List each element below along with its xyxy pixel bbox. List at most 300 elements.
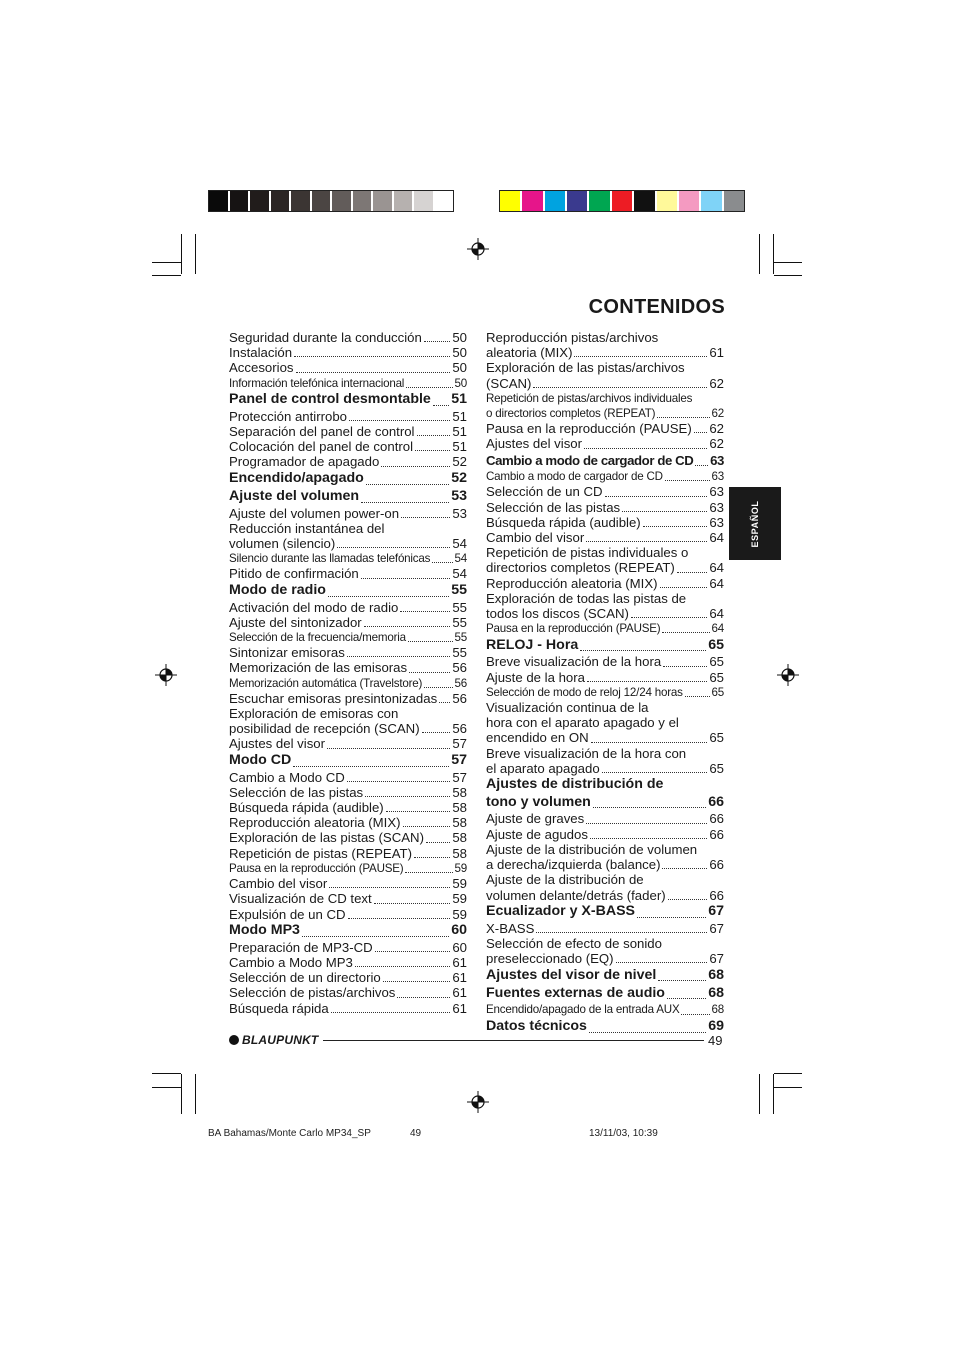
- toc-page-number: 64: [709, 560, 724, 576]
- toc-page-number: 69: [708, 1018, 724, 1035]
- toc-leader-dots: [366, 484, 449, 485]
- toc-entry-title: Ajuste de la hora: [486, 669, 585, 685]
- toc-entry: [486, 436, 724, 451]
- toc-entry: [229, 770, 467, 785]
- color-swatch: [724, 191, 744, 211]
- toc-page-number: 54: [452, 566, 467, 582]
- toc-page-number: 57: [451, 752, 467, 769]
- color-swatch: [332, 191, 353, 211]
- toc-entry: [229, 970, 467, 985]
- toc-leader-dots: [660, 587, 708, 588]
- toc-entry-title: Ajustes del visor de nivel: [486, 966, 657, 983]
- toc-section-heading: [486, 1018, 724, 1036]
- toc-entry-title: Exploración de las pistas (SCAN): [229, 830, 424, 846]
- registration-mark-icon: [777, 664, 799, 686]
- page-number: 49: [708, 1033, 723, 1048]
- toc-entry-line: Exploración de emisoras con: [229, 706, 399, 722]
- toc-page-number: 65: [709, 760, 724, 776]
- toc-entry-line: Ajuste de la distribución de volumen: [486, 841, 698, 857]
- toc-entry-title: Ajuste del volumen power-on: [229, 505, 400, 521]
- toc-leader-dots: [637, 917, 706, 918]
- toc-page-number: 55: [451, 582, 467, 599]
- toc-entry-title: Selección de las pistas: [486, 499, 621, 515]
- toc-right-column: [486, 330, 724, 1036]
- toc-entry: [229, 800, 467, 815]
- toc-entry-title: Activación del modo de radio: [229, 599, 399, 615]
- color-swatch: [589, 191, 611, 211]
- toc-entry-title: Modo CD: [229, 752, 292, 769]
- toc-page-number: 62: [711, 407, 724, 421]
- crop-mark: [759, 234, 760, 274]
- color-swatch: [373, 191, 394, 211]
- toc-page-number: 67: [708, 903, 724, 920]
- color-swatch: [567, 191, 589, 211]
- toc-entry: [229, 955, 467, 970]
- toc-entry-title: Modo MP3: [229, 922, 300, 939]
- language-tab: [729, 487, 781, 560]
- toc-page-number: 55: [452, 599, 467, 615]
- toc-entry-title: Seguridad durante la conducción: [229, 330, 422, 345]
- toc-entry-line: Exploración de las pistas/archivos: [486, 360, 685, 376]
- toc-leader-dots: [424, 341, 451, 342]
- toc-leader-dots: [361, 502, 449, 503]
- toc-leader-dots: [364, 626, 451, 627]
- toc-entry-title: aleatoria (MIX): [486, 345, 573, 361]
- toc-entry-title: Ajuste del sintonizador: [229, 614, 362, 630]
- color-swatch: [701, 191, 723, 211]
- footer-rule: [323, 1040, 704, 1041]
- toc-leader-dots: [593, 807, 706, 808]
- toc-leader-dots: [386, 811, 451, 812]
- toc-leader-dots: [586, 541, 707, 542]
- toc-entry-title: Ajustes del visor: [229, 736, 326, 752]
- toc-entry-title: Ajustes del visor: [486, 436, 583, 452]
- toc-leader-dots: [294, 356, 450, 357]
- toc-entry-title: Pausa en la reproducción (PAUSE): [486, 421, 692, 437]
- toc-entry: [229, 345, 467, 360]
- toc-page-number: 50: [452, 330, 467, 345]
- toc-entry: [229, 409, 467, 424]
- toc-page-number: 63: [709, 499, 724, 515]
- toc-entry: [229, 861, 467, 876]
- toc-entry: [229, 907, 467, 922]
- toc-entry-title: Cambio a modo de cargador de CD: [486, 452, 694, 468]
- toc-entry-title: Memorización automática (Travelstore): [229, 676, 423, 690]
- toc-page-number: 50: [454, 376, 467, 390]
- toc-entry: [229, 846, 467, 861]
- toc-entry: [486, 685, 724, 700]
- toc-leader-dots: [580, 650, 706, 651]
- crop-mark: [774, 275, 802, 276]
- toc-leader-dots: [432, 562, 452, 563]
- toc-entry-title: todos los discos (SCAN): [486, 605, 629, 621]
- toc-leader-dots: [694, 432, 708, 433]
- color-swatch: [353, 191, 374, 211]
- toc-leader-dots: [403, 826, 451, 827]
- toc-page-number: 63: [709, 484, 724, 500]
- toc-leader-dots: [331, 1012, 451, 1013]
- toc-leader-dots: [347, 781, 451, 782]
- toc-entry-title: Breve visualización de la hora: [486, 654, 662, 670]
- toc-entry-title: volumen (silencio): [229, 536, 336, 552]
- toc-entry-title: volumen delante/detrás (fader): [486, 887, 666, 903]
- toc-entry: [229, 600, 467, 615]
- toc-entry: [229, 645, 467, 660]
- toc-section-heading: [229, 582, 467, 600]
- crop-mark: [152, 275, 181, 276]
- toc-section-heading: [486, 637, 724, 655]
- toc-entry: [486, 1002, 724, 1017]
- toc-page-number: 53: [452, 505, 467, 521]
- toc-page-number: 61: [709, 345, 724, 361]
- toc-section-heading: [229, 488, 467, 506]
- toc-page-number: 51: [451, 391, 467, 408]
- toc-leader-dots: [536, 932, 707, 933]
- color-swatch: [230, 191, 251, 211]
- toc-entry: [486, 530, 724, 545]
- color-swatch: [271, 191, 292, 211]
- color-swatch: [545, 191, 567, 211]
- toc-page-number: 66: [709, 857, 724, 873]
- toc-leader-dots: [302, 936, 449, 937]
- toc-leader-dots: [400, 611, 450, 612]
- toc-leader-dots: [329, 887, 450, 888]
- toc-page-number: 64: [709, 575, 724, 591]
- toc-leader-dots: [293, 766, 449, 767]
- color-swatch: [312, 191, 333, 211]
- toc-leader-dots: [355, 966, 450, 967]
- toc-entry: [229, 785, 467, 800]
- toc-leader-dots: [433, 405, 449, 406]
- toc-leader-dots: [587, 681, 707, 682]
- crop-mark: [152, 1073, 181, 1074]
- toc-entry-title: RELOJ - Hora: [486, 636, 579, 653]
- toc-entry: [229, 566, 467, 581]
- color-swatch: [394, 191, 415, 211]
- toc-page-number: 66: [709, 826, 724, 842]
- crop-mark: [181, 1074, 182, 1114]
- toc-page-number: 60: [452, 939, 467, 955]
- toc-leader-dots: [584, 448, 707, 449]
- toc-entry-title: Accesorios: [229, 360, 294, 376]
- toc-entry: [229, 536, 467, 551]
- toc-entry: [486, 670, 724, 685]
- toc-entry: [229, 615, 467, 630]
- toc-entry-line: Repetición de pistas individuales o: [486, 545, 689, 561]
- color-swatch: [522, 191, 544, 211]
- toc-leader-dots: [296, 372, 451, 373]
- toc-entry-line: Ajustes de distribución de: [486, 775, 664, 792]
- toc-page-number: 66: [709, 811, 724, 827]
- toc-entry-line: Selección de efecto de sonido: [486, 935, 662, 951]
- toc-page-number: 56: [454, 676, 467, 690]
- toc-entry: [229, 985, 467, 1000]
- toc-entry-title: Pausa en la reproducción (PAUSE): [486, 622, 661, 636]
- toc-entry-title: Cambio a Modo MP3: [229, 954, 353, 970]
- toc-entry-title: Cambio del visor: [229, 876, 328, 892]
- toc-leader-dots: [397, 997, 450, 998]
- toc-entry: [486, 654, 724, 669]
- toc-section-heading: [486, 794, 724, 812]
- toc-leader-dots: [337, 547, 450, 548]
- toc-leader-dots: [662, 868, 707, 869]
- toc-page-number: 58: [452, 845, 467, 861]
- toc-entry-title: directorios completos (REPEAT): [486, 560, 675, 576]
- toc-entry-title: Memorización de las emisoras: [229, 660, 408, 676]
- brand-name: BLAUPUNKT: [242, 1033, 319, 1047]
- brand-dot-icon: [229, 1035, 239, 1045]
- toc-page-number: 64: [711, 622, 724, 636]
- toc-leader-dots: [424, 687, 452, 688]
- toc-entry-title: Visualización de CD text: [229, 891, 372, 907]
- toc-page-number: 65: [709, 669, 724, 685]
- crop-mark: [181, 234, 182, 274]
- toc-leader-dots: [381, 466, 450, 467]
- toc-page-number: 60: [451, 922, 467, 939]
- crop-mark: [773, 234, 774, 274]
- toc-entry-title: Cambio a Modo CD: [229, 769, 345, 785]
- toc-page-number: 68: [708, 984, 724, 1001]
- crop-mark: [774, 1087, 802, 1088]
- crop-mark: [152, 1087, 181, 1088]
- toc-leader-dots: [668, 899, 708, 900]
- toc-page-number: 56: [452, 690, 467, 706]
- toc-entry: [229, 891, 467, 906]
- toc-leader-dots: [677, 572, 707, 573]
- toc-leader-dots: [589, 1032, 706, 1033]
- toc-entry: [229, 830, 467, 845]
- toc-leader-dots: [365, 796, 450, 797]
- toc-entry: [229, 630, 467, 645]
- toc-entry-line: Reducción instantánea del: [229, 520, 385, 536]
- color-swatch: [612, 191, 634, 211]
- brand-logo: [229, 1033, 318, 1047]
- toc-page-number: 58: [452, 800, 467, 816]
- toc-entry: [486, 857, 724, 872]
- toc-page-number: 59: [452, 906, 467, 922]
- toc-entry-title: Expulsión de un CD: [229, 906, 346, 922]
- color-swatch: [250, 191, 271, 211]
- toc-leader-dots: [602, 772, 708, 773]
- toc-leader-dots: [348, 918, 451, 919]
- color-swatch: [414, 191, 435, 211]
- toc-leader-dots: [574, 356, 707, 357]
- toc-entry-title: Colocación del panel de control: [229, 439, 414, 455]
- toc-entry: [229, 676, 467, 691]
- toc-entry-title: Modo de radio: [229, 582, 326, 599]
- toc-section-heading: [229, 391, 467, 409]
- toc-leader-dots: [533, 387, 707, 388]
- toc-page-number: 61: [452, 1000, 467, 1016]
- toc-left-column: [229, 330, 467, 1016]
- toc-entry: [486, 921, 724, 936]
- toc-section-heading: [229, 470, 467, 488]
- toc-entry: [486, 421, 724, 436]
- toc-page-number: 64: [709, 605, 724, 621]
- toc-entry-title: Selección de modo de reloj 12/24 horas: [486, 685, 683, 699]
- toc-entry-line: hora con el aparato apagado y el: [486, 715, 679, 731]
- toc-page-number: 62: [709, 436, 724, 452]
- toc-entry-title: Instalación: [229, 345, 293, 361]
- toc-entry-line: Repetición de pistas/archivos individuales: [486, 391, 693, 405]
- toc-entry: [229, 691, 467, 706]
- toc-page-number: 62: [709, 375, 724, 391]
- toc-page-number: 65: [711, 685, 724, 699]
- toc-entry-title: Selección de la frecuencia/memoria: [229, 631, 406, 645]
- print-meta-page: 49: [410, 1128, 422, 1139]
- toc-entry-title: (SCAN): [486, 375, 532, 391]
- toc-entry-title: Ajuste de graves: [486, 811, 585, 827]
- toc-page-number: 66: [708, 793, 724, 810]
- toc-entry: [229, 815, 467, 830]
- color-swatch: [209, 191, 230, 211]
- toc-entry-title: Información telefónica internacional: [229, 376, 405, 390]
- toc-entry-title: a derecha/izquierda (balance): [486, 857, 661, 873]
- toc-entry-title: Selección de un directorio: [229, 970, 381, 986]
- toc-leader-dots: [439, 702, 450, 703]
- toc-entry-title: Búsqueda rápida (audible): [486, 514, 641, 530]
- toc-page-number: 59: [452, 876, 467, 892]
- toc-page-number: 61: [452, 954, 467, 970]
- registration-mark-icon: [155, 664, 177, 686]
- gray-calibration-bar: [208, 190, 454, 212]
- toc-entry-title: Pausa en la reproducción (PAUSE): [229, 861, 404, 875]
- toc-entry-line: Visualización continua de la: [486, 699, 649, 715]
- toc-section-heading: [486, 452, 724, 470]
- toc-entry: [229, 876, 467, 891]
- toc-entry: [486, 730, 724, 745]
- toc-entry: [229, 551, 467, 566]
- toc-entry: [486, 621, 724, 636]
- toc-leader-dots: [405, 872, 452, 873]
- toc-entry: [486, 515, 724, 530]
- toc-entry-line: Ajuste de la distribución de: [486, 872, 644, 888]
- toc-entry-title: el aparato apagado: [486, 760, 600, 776]
- toc-leader-dots: [658, 980, 706, 981]
- toc-entry-title: posibilidad de recepción (SCAN): [229, 721, 420, 737]
- toc-leader-dots: [685, 696, 710, 697]
- toc-page-number: 68: [708, 966, 724, 983]
- toc-page-number: 58: [452, 815, 467, 831]
- toc-section-heading: [229, 752, 467, 770]
- toc-entry: [486, 827, 724, 842]
- toc-leader-dots: [415, 450, 450, 451]
- toc-entry: [486, 606, 724, 621]
- toc-entry-title: Pitido de confirmación: [229, 566, 359, 582]
- toc-page-number: 52: [451, 470, 467, 487]
- toc-page-number: 63: [710, 452, 724, 468]
- toc-entry-title: Programador de apagado: [229, 454, 380, 470]
- toc-entry-title: Cambio a modo de cargador de CD: [486, 470, 663, 484]
- toc-page-number: 59: [452, 891, 467, 907]
- toc-section-heading: [486, 967, 724, 985]
- toc-leader-dots: [681, 1014, 709, 1015]
- toc-page-number: 63: [709, 514, 724, 530]
- toc-page-number: 66: [709, 887, 724, 903]
- toc-page-number: 67: [709, 951, 724, 967]
- toc-entry-line: Reproducción pistas/archivos: [486, 330, 659, 345]
- toc-page-number: 51: [452, 439, 467, 455]
- toc-leader-dots: [590, 838, 707, 839]
- crop-mark: [195, 234, 196, 274]
- toc-entry-title: Selección de las pistas: [229, 784, 364, 800]
- crop-mark: [774, 1073, 802, 1074]
- toc-leader-dots: [414, 857, 450, 858]
- toc-leader-dots: [622, 511, 707, 512]
- toc-page-number: 56: [452, 660, 467, 676]
- toc-entry: [229, 660, 467, 675]
- toc-leader-dots: [605, 496, 708, 497]
- toc-entry-title: Selección de un CD: [486, 484, 603, 500]
- toc-page-number: 59: [454, 861, 467, 875]
- toc-entry-title: Separación del panel de control: [229, 424, 415, 440]
- toc-entry: [486, 500, 724, 515]
- toc-entry: [229, 736, 467, 751]
- toc-page-number: 55: [452, 645, 467, 661]
- toc-entry-title: o directorios completos (REPEAT): [486, 407, 656, 421]
- toc-page-number: 58: [452, 784, 467, 800]
- toc-entry-title: Búsqueda rápida (audible): [229, 800, 384, 816]
- color-swatch: [500, 191, 522, 211]
- toc-page-number: 51: [452, 424, 467, 440]
- toc-entry-title: Cambio del visor: [486, 529, 585, 545]
- toc-leader-dots: [591, 742, 708, 743]
- toc-leader-dots: [631, 617, 707, 618]
- toc-entry-title: Escuchar emisoras presintonizadas: [229, 690, 438, 706]
- toc-entry: [229, 424, 467, 439]
- toc-entry-title: Selección de pistas/archivos: [229, 985, 396, 1001]
- toc-entry-title: Datos técnicos: [486, 1018, 587, 1035]
- toc-leader-dots: [417, 435, 451, 436]
- color-calibration-bar: [499, 190, 745, 212]
- toc-entry-title: Ajuste del volumen: [229, 488, 360, 505]
- toc-page-number: 65: [709, 654, 724, 670]
- toc-page-number: 54: [452, 536, 467, 552]
- toc-entry-title: Silencio durante las llamadas telefónicas: [229, 552, 431, 566]
- toc-entry: [229, 439, 467, 454]
- toc-leader-dots: [667, 998, 706, 999]
- toc-page-number: 52: [452, 454, 467, 470]
- toc-leader-dots: [408, 641, 453, 642]
- toc-entry-title: Fuentes externas de audio: [486, 984, 665, 1001]
- toc-page-number: 68: [711, 1003, 724, 1017]
- toc-leader-dots: [375, 951, 451, 952]
- toc-page-number: 55: [454, 631, 467, 645]
- toc-leader-dots: [422, 732, 451, 733]
- print-meta-date: 13/11/03, 10:39: [589, 1128, 658, 1139]
- toc-page-number: 53: [451, 488, 467, 505]
- toc-leader-dots: [349, 420, 450, 421]
- toc-entry-title: Reproducción aleatoria (MIX): [229, 815, 401, 831]
- toc-entry-title: Repetición de pistas (REPEAT): [229, 845, 412, 861]
- toc-leader-dots: [616, 962, 708, 963]
- toc-page-number: 57: [452, 736, 467, 752]
- registration-mark-icon: [467, 238, 489, 260]
- registration-mark-icon: [467, 1091, 489, 1113]
- page-title: CONTENIDOS: [588, 296, 725, 318]
- toc-entry: [229, 330, 467, 345]
- toc-section-heading: [229, 922, 467, 940]
- crop-mark: [152, 262, 181, 263]
- toc-entry: [486, 560, 724, 575]
- toc-leader-dots: [657, 417, 709, 418]
- toc-entry-title: Sintonizar emisoras: [229, 645, 345, 661]
- toc-page-number: 63: [711, 470, 724, 484]
- toc-page-number: 50: [452, 360, 467, 376]
- toc-leader-dots: [643, 526, 708, 527]
- toc-leader-dots: [586, 823, 707, 824]
- toc-leader-dots: [663, 666, 707, 667]
